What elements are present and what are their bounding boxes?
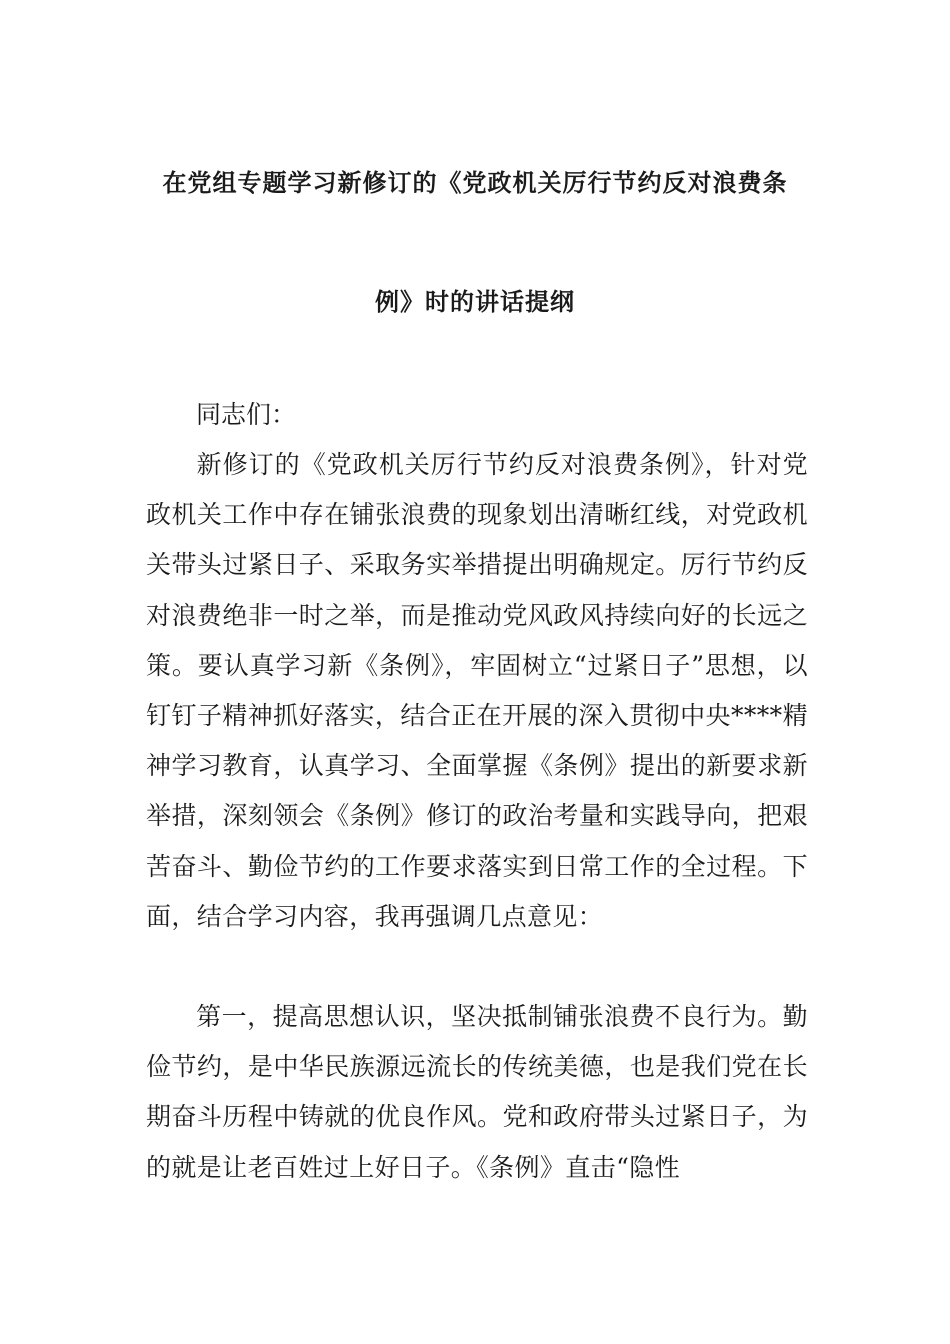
paragraph-1-text: 新修订的《党政机关厉行节约反对浪费条例》，针对党政机关工作中存在铺张浪费的现象划出清晰红线，对党政机关带头过紧日子、采取务实举措提出明确规定。厉行节约反对浪费绝非一时之举，而是推动党风政风持续向好的长远之策。要认真学习新《条例》，牢固树立“过紧日子”思想，以钉钉子精神抓好落实，结合正在开展的深入贯彻中央****精神学习教育，认真学习、全面掌握《条例》提出的新要求新举措，深刻领会《条例》修订的政治考量和实践导向，把艰苦奋斗、勤俭节约的工作要求落实到日常工作的全过程。下面，结合学习内容，我再强调几点意见： [146, 450, 808, 931]
paragraph-1 [146, 440, 808, 942]
document-title-line-1: 在党组专题学习新修订的《党政机关厉行节约反对浪费条 [162, 169, 788, 197]
paragraph-2 [146, 992, 808, 1193]
paragraph-2-text: 第一，提高思想认识，坚决抵制铺张浪费不良行为。勤俭节约，是中华民族源远流长的传统美德，也是我们党在长期奋斗历程中铸就的优良作风。党和政府带头过紧日子，为的就是让老百姓过上好日子。《条例》直击“隐性 [146, 1002, 808, 1182]
document-title-line-2: 例》时的讲话提纲 [375, 288, 575, 316]
greeting: 同志们： [196, 400, 297, 429]
